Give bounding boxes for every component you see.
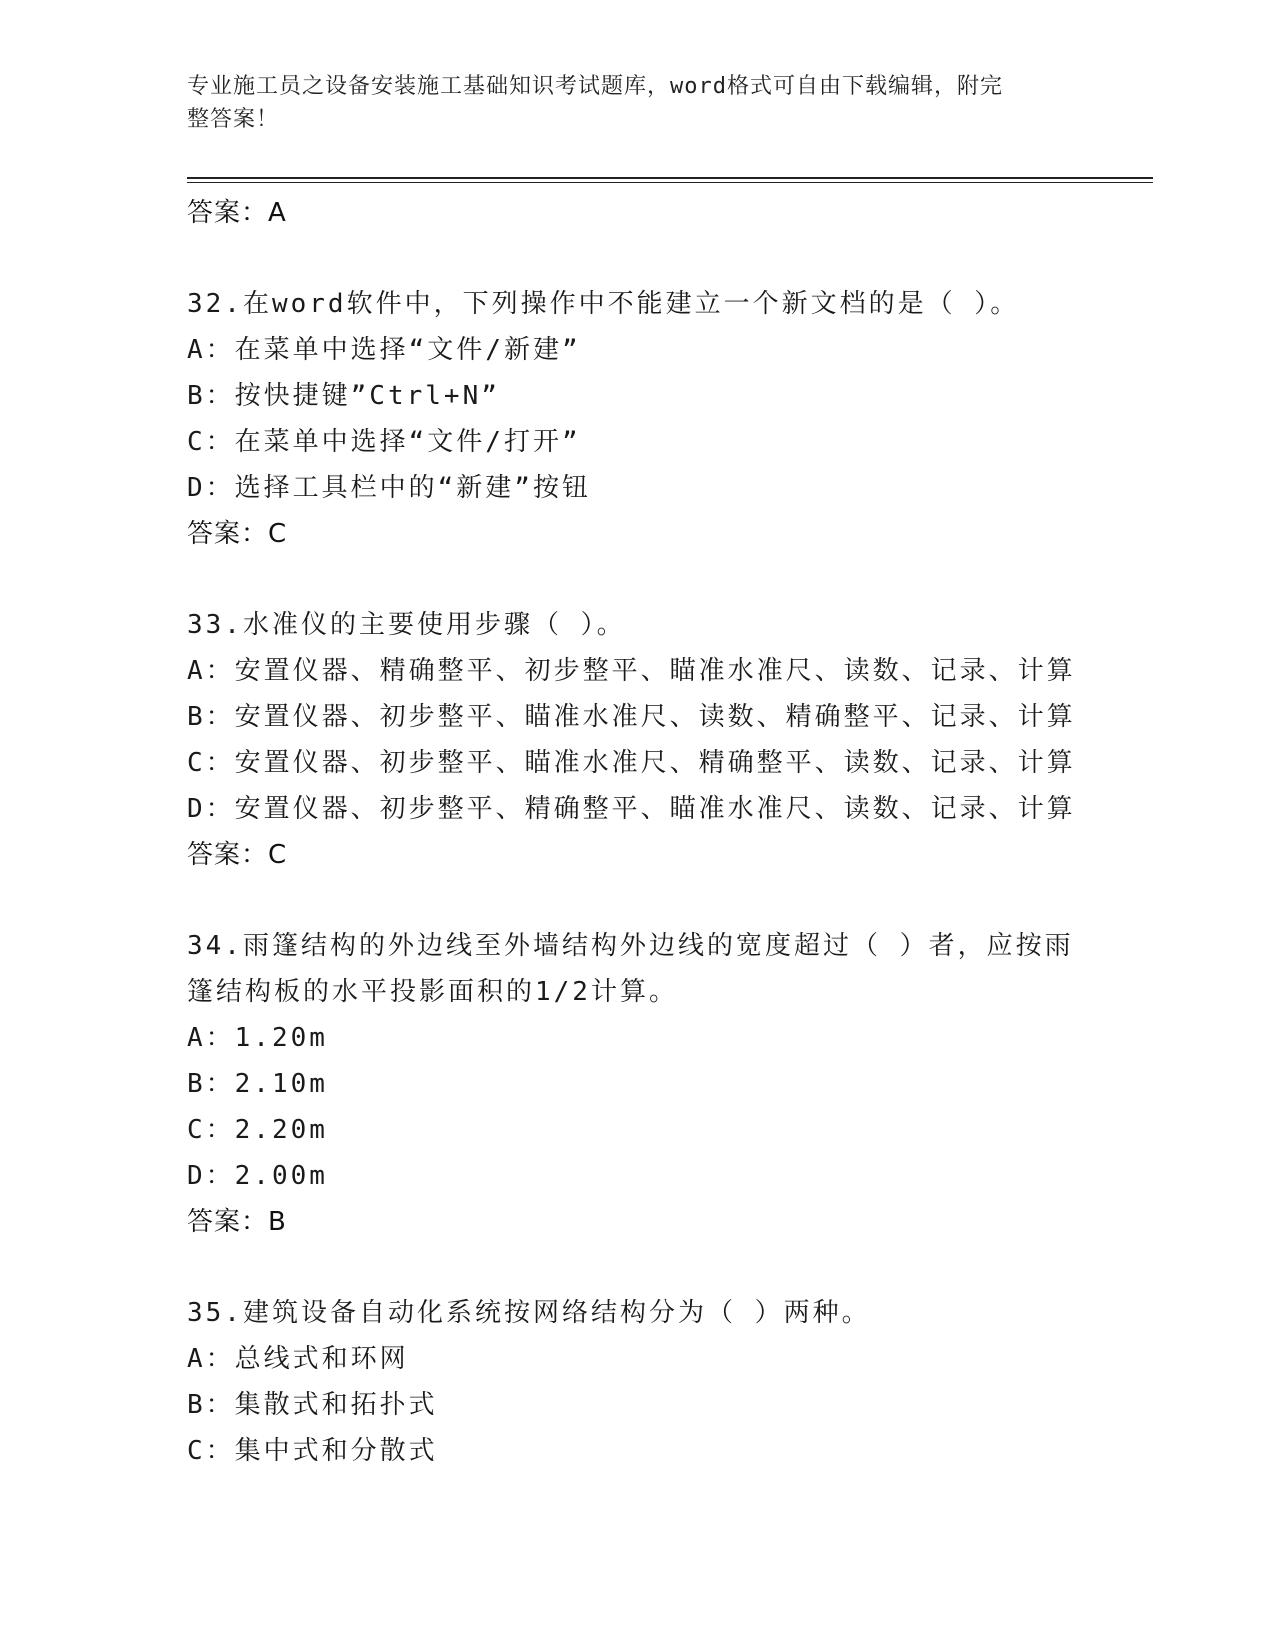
option-33-c: C：安置仪器、初步整平、瞄准水准尺、精确整平、读数、记录、计算 (187, 748, 1076, 778)
question-block-35 (187, 1290, 1153, 1474)
answer-33: 答案：C (187, 840, 288, 870)
question-list (187, 190, 1153, 1474)
option-32-b: B：按快捷键”Ctrl+N” (187, 381, 500, 411)
header-divider-thick (187, 177, 1153, 179)
answer-34: 答案：B (187, 1207, 287, 1237)
header-line-2: 整答案！ (187, 107, 280, 132)
option-33-d: D：安置仪器、初步整平、精确整平、瞄准水准尺、读数、记录、计算 (187, 794, 1076, 824)
option-32-c: C：在菜单中选择“文件/打开” (187, 427, 581, 457)
option-35-b: B：集散式和拓扑式 (187, 1390, 438, 1420)
question-text-33: 33.水准仪的主要使用步骤（ ）。 (187, 610, 626, 640)
question-block-34 (187, 923, 1153, 1245)
option-35-c: C：集中式和分散式 (187, 1436, 438, 1466)
option-35-a: A：总线式和环网 (187, 1344, 409, 1374)
option-34-d: D：2.00m (187, 1161, 328, 1191)
option-32-d: D：选择工具栏中的“新建”按钮 (187, 473, 591, 503)
answer-32: 答案：C (187, 519, 288, 549)
option-33-a: A：安置仪器、精确整平、初步整平、瞄准水准尺、读数、记录、计算 (187, 656, 1076, 686)
header-divider-thin (187, 182, 1153, 183)
question-block-32 (187, 281, 1153, 557)
question-text-32: 32.在word软件中，下列操作中不能建立一个新文档的是（ ）。 (187, 289, 1020, 319)
option-32-a: A：在菜单中选择“文件/新建” (187, 335, 581, 365)
option-33-b: B：安置仪器、初步整平、瞄准水准尺、读数、精确整平、记录、计算 (187, 702, 1076, 732)
option-34-c: C：2.20m (187, 1115, 328, 1145)
option-34-a: A：1.20m (187, 1023, 328, 1053)
question-text-35: 35.建筑设备自动化系统按网络结构分为（ ）两种。 (187, 1298, 871, 1328)
header-line-1: 专业施工员之设备安装施工基础知识考试题库，word格式可自由下载编辑，附完 (187, 74, 1003, 99)
document-header (187, 70, 1067, 136)
question-block-33 (187, 602, 1153, 878)
option-34-b: B：2.10m (187, 1069, 328, 1099)
question-text-34-line-2: 篷结构板的水平投影面积的1/2计算。 (187, 977, 678, 1007)
answer-31: 答案：A (187, 198, 287, 228)
question-text-34-line-1: 34.雨篷结构的外边线至外墙结构外边线的宽度超过（ ）者，应按雨 (187, 931, 1074, 961)
